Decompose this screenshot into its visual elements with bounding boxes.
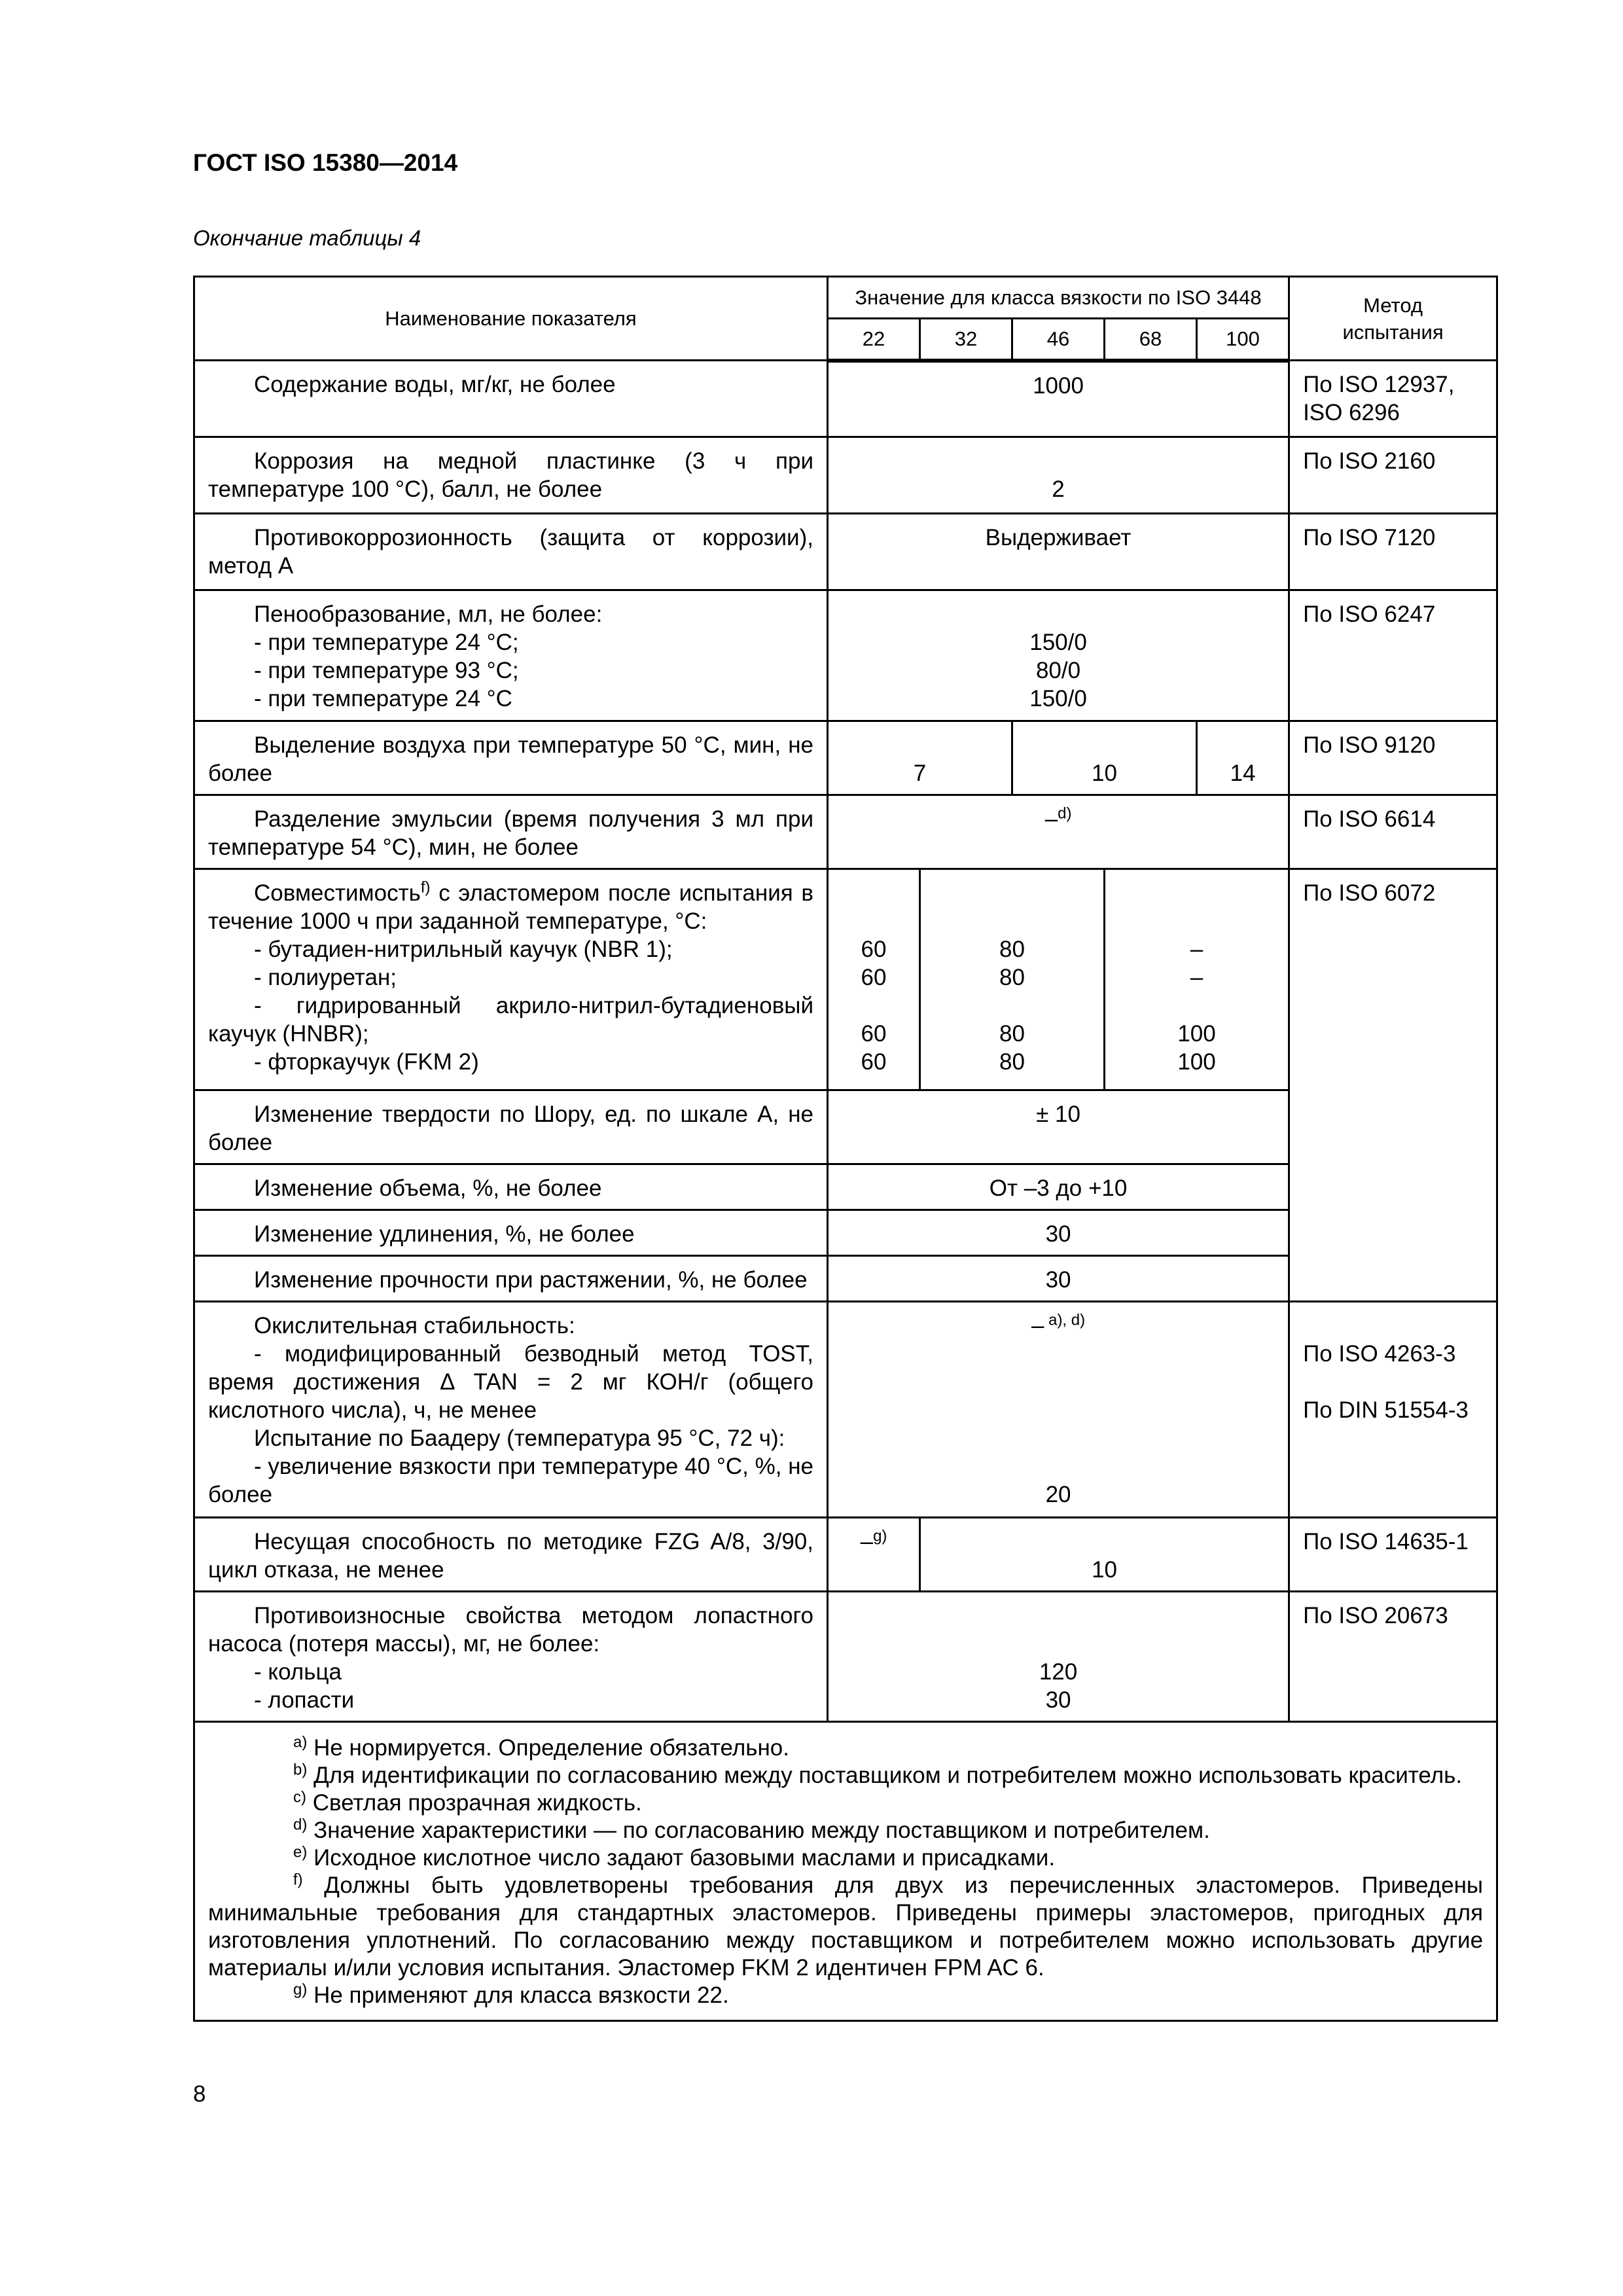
row-value: 2 [1052,476,1065,502]
table-row [194,514,1497,590]
row-value: 120 30 [1039,1659,1078,1713]
row-name: Противоизносные свойства методом лопастного насоса (потеря массы), мг, не более: - кольца - лопасти [208,1603,813,1713]
table-row [194,869,1497,1090]
class-header: 46 [1012,319,1105,361]
row-value: –$^{g)}$ [860,1527,887,1554]
table-row [194,795,1497,869]
row-name: Окислительная стабильность: - модифицированный безводный метод TOST, время достижения Δ TAN = 2 мг КОН/г (общего кислотного числа), ч, не менее Испытание по Баадеру (температура 95 °С, 72 ч): - увеличение вязкости при температуре 40 °С, %, не более [208,1313,813,1507]
class-header: 100 [1197,319,1289,361]
row-name: Разделение эмульсии (время получения 3 мл при температуре 54 °С), мин, не более [208,806,813,860]
row-name: Выделение воздуха при температуре 50 °С, мин, не более [208,732,813,786]
class-header: 22 [828,319,920,361]
table-row [194,361,1497,437]
table-row [194,437,1497,514]
row-value: Выдерживает [985,525,1132,550]
footnote: $^{d)}$ Значение характеристики — по согласованию между поставщиком и потребителем. [293,1816,1210,1843]
row-method: По ISO 14635-1 [1303,1529,1469,1554]
specification-table [193,276,1498,2022]
row-value: 10 [1092,761,1117,786]
row-method: По ISO 6072 [1303,880,1436,906]
row-value: 7 [913,761,927,786]
table-row [194,1302,1497,1518]
row-method: По ISO 12937, ISO 6296 [1303,372,1455,425]
row-name: Содержание воды, мг/кг, не более [254,372,616,397]
footnote: $^{b)}$ Для идентификации по согласованию между поставщиком и потребителем можно использовать краситель. [293,1761,1463,1788]
row-method: По ISO 9120 [1303,732,1436,758]
row-value: 80 80 80 80 [999,937,1025,1075]
row-value: 10 [1092,1557,1117,1583]
row-method: По ISO 6247 [1303,601,1436,627]
notes-row [194,1722,1497,2021]
row-name: Коррозия на медной пластинке (3 ч при температуре 100 °С), балл, не более [208,448,813,502]
footnote: $^{a)}$ Не нормируется. Определение обязательно. [293,1733,790,1761]
column-header-method: Метод испытания [1289,277,1497,361]
row-value: – – 100 100 [1177,937,1216,1075]
page-number: 8 [193,2081,206,2107]
row-method: По ISO 4263-3 По DIN 51554-3 [1303,1341,1469,1423]
row-method: По ISO 20673 [1303,1603,1448,1628]
row-value: 14 [1230,761,1256,786]
footnote: $^{f)}$ Должны быть удовлетворены требования для двух из перечисленных эластомеров. Приведены минимальные требования для стандартных эластомеров. Приведены примеры эластомеров, пригодных для изготовления уплотнений. По согласованию между поставщиком и потребителем можно использовать другие материалы и/или условия испытания. Эластомер FKM 2 идентичен FPM AC 6. [208,1871,1484,1981]
row-value: 1000 [1033,372,1084,399]
class-header: 68 [1105,319,1197,361]
row-name: Изменение прочности при растяжении, %, не более [254,1267,808,1293]
footnote: $^{c)}$ Светлая прозрачная жидкость. [293,1788,642,1816]
table-notes [195,1723,1496,2020]
row-name: Совместимость$^{f)}$ с эластомером после испытания в течение 1000 ч при заданной температуре, °С: - бутадиен-нитрильный каучук (NBR 1); - полиуретан; - гидрированный акрило-нитрил-бутадиеновый каучук (HNBR); - фторкаучук (FKM 2) [208,878,813,1075]
row-value: От –3 до +10 [989,1175,1128,1201]
footnote: $^{g)}$ Не применяют для класса вязкости 22. [293,1981,729,2008]
row-method: По ISO 6614 [1303,806,1436,832]
row-method: По ISO 2160 [1303,448,1436,474]
row-value: –$^{d)}$ [1044,804,1072,832]
row-method: По ISO 7120 [1303,525,1436,550]
class-header: 32 [920,319,1012,361]
row-value: 30 [1045,1267,1071,1293]
table-row [194,721,1497,795]
row-value: 150/0 80/0 150/0 [1029,630,1087,711]
document-title: ГОСТ ISO 15380—2014 [193,149,458,176]
table-row [194,590,1497,721]
row-value: 60 60 60 60 [861,937,887,1075]
column-header-value: Значение для класса вязкости по ISO 3448 [828,277,1289,319]
row-name: Изменение удлинения, %, не более [254,1221,635,1247]
row-name: Противокоррозионность (защита от коррозии), метод А [208,525,813,579]
table-row [194,1592,1497,1722]
table-row [194,1518,1497,1592]
row-name: Несущая способность по методике FZG A/8, 3/90, цикл отказа, не менее [208,1529,813,1583]
row-name: Изменение твердости по Шору, ед. по шкале А, не более [208,1102,813,1155]
column-header-name: Наименование показателя [194,277,828,361]
row-value: ± 10 [1036,1102,1080,1127]
footnote: $^{e)}$ Исходное кислотное число задают базовыми маслами и присадками. [293,1843,1056,1871]
row-value: 30 [1045,1221,1071,1247]
row-name: Изменение объема, %, не более [254,1175,602,1201]
table-caption: Окончание таблицы 4 [193,226,421,250]
row-name: Пенообразование, мл, не более: - при температуре 24 °С; - при температуре 93 °С; - при температуре 24 °С [254,601,603,711]
row-value: – $^{a), d)}$ 20 [1031,1311,1086,1507]
header-row-top [194,277,1497,319]
